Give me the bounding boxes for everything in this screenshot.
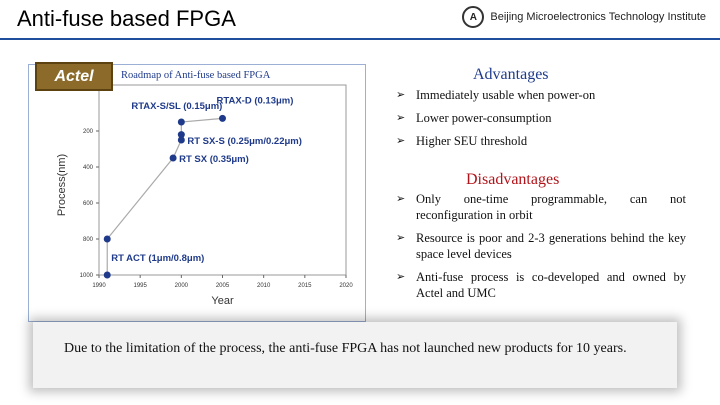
arrow-bullet-icon: ➢ <box>396 134 406 147</box>
disadvantage-text: Anti-fuse process is co-developed and owned by Actel and UMC <box>416 270 686 300</box>
data-label: RTAX-D (0.13μm) <box>216 95 294 107</box>
arrow-bullet-icon: ➢ <box>396 231 406 244</box>
data-label: RT SX (0.35μm) <box>179 154 249 165</box>
y-tick-label: 600 <box>82 201 93 207</box>
data-point <box>170 155 177 162</box>
disadvantage-text: Resource is poor and 2-3 generations behind the key space level devices <box>416 231 686 261</box>
advantage-text: Immediately usable when power-on <box>416 88 596 102</box>
plot-frame <box>99 85 346 275</box>
advantage-item <box>396 110 686 126</box>
arrow-bullet-icon: ➢ <box>396 192 406 205</box>
advantages-title: Advantages <box>473 66 549 83</box>
y-tick-label: 400 <box>82 165 93 171</box>
advantages-list <box>396 87 686 156</box>
x-tick-label: 1990 <box>92 283 106 289</box>
actel-logo: Actel <box>35 62 113 91</box>
advantage-item <box>396 133 686 149</box>
data-point <box>104 272 111 279</box>
data-point <box>104 236 111 243</box>
title-rule <box>0 38 720 40</box>
chart-caption: Roadmap of Anti-fuse based FPGA <box>121 70 271 81</box>
advantage-text: Lower power-consumption <box>416 111 552 125</box>
disadvantage-text: Only one-time programmable, can not reconfiguration in orbit <box>416 192 686 222</box>
x-tick-label: 2010 <box>256 283 271 289</box>
data-label: RTAX-S/SL (0.15μm) <box>131 101 223 112</box>
x-tick-label: 2020 <box>339 283 353 289</box>
disadvantage-item <box>396 230 686 262</box>
x-tick-label: 2005 <box>215 283 230 289</box>
institute-emblem-icon: A <box>462 6 484 28</box>
data-point <box>219 115 226 122</box>
data-label: RT ACT (1μm/0.8μm) <box>111 253 205 264</box>
disadvantages-title: Disadvantages <box>466 171 560 188</box>
x-tick-label: 2000 <box>174 283 189 289</box>
institute-logo <box>462 6 706 28</box>
chart-panel <box>28 64 366 322</box>
slide-title: Anti-fuse based FPGA <box>17 6 236 31</box>
y-axis-label: Process(nm) <box>56 153 68 217</box>
x-axis-label: Year <box>211 295 234 307</box>
disadvantage-item <box>396 269 686 301</box>
data-point <box>178 131 185 138</box>
x-tick-label: 1995 <box>133 283 147 289</box>
advantage-item <box>396 87 686 103</box>
institute-name: Beijing Microelectronics Technology Institute <box>490 11 706 23</box>
data-label: RT SX-S (0.25μm/0.22μm) <box>187 136 302 147</box>
conclusion-box <box>33 322 677 388</box>
data-point <box>178 119 185 126</box>
y-tick-label: 200 <box>82 129 93 135</box>
roadmap-chart <box>29 65 365 321</box>
disadvantage-item <box>396 191 686 223</box>
arrow-bullet-icon: ➢ <box>396 111 406 124</box>
y-tick-label: 800 <box>82 237 93 243</box>
conclusion-text: Due to the limitation of the process, the anti-fuse FPGA has not launched new products for 10 years. <box>64 341 627 356</box>
arrow-bullet-icon: ➢ <box>396 88 406 101</box>
advantage-text: Higher SEU threshold <box>416 134 528 148</box>
disadvantages-list <box>396 191 686 308</box>
arrow-bullet-icon: ➢ <box>396 270 406 283</box>
x-tick-label: 2015 <box>298 283 312 289</box>
y-tick-label: 1000 <box>79 273 93 279</box>
